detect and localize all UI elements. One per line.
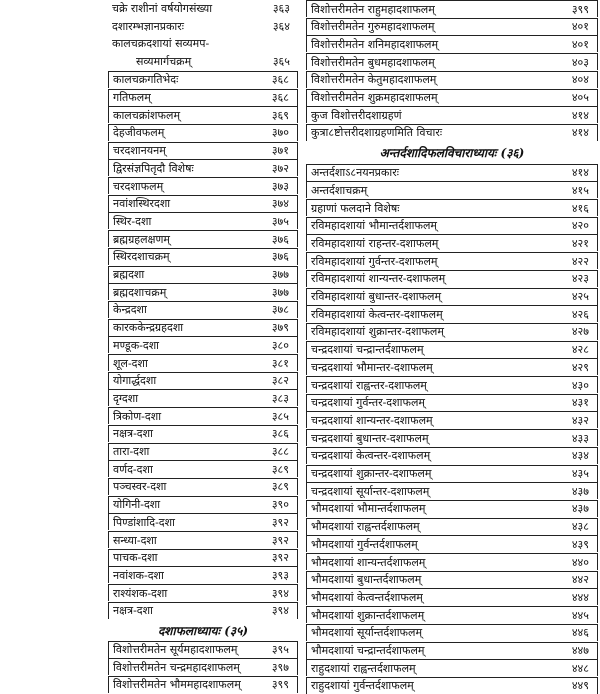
index-entry [108,478,298,495]
entry-title: चन्द्रदशायां भौमान्तर-दशाफलम् [311,360,433,374]
entry-title: भौमदशायां गुर्वन्तर्दशाफलम् [311,537,418,551]
entry-page-number: ३६५ [272,55,290,69]
index-entry [306,0,598,17]
entry-page-number: ३८१ [271,356,289,370]
entry-page-number: ३९० [271,498,289,512]
entry-title: भौमदशायां शान्यन्तर्दशाफलम् [311,555,426,569]
index-entry [108,641,298,658]
index-entry [108,460,298,477]
entry-title: दृग्दशा [113,391,139,405]
index-entry [306,305,598,322]
entry-title: चन्द्रदशायां शान्यन्तर-दशाफलम् [311,413,433,427]
entry-title: रविमहादशायां बुधान्तर-दशाफलम् [311,290,442,303]
entry-page-number: ४१४ [571,126,589,140]
index-entry [306,553,598,570]
entry-page-number: ४०५ [571,91,589,104]
entry-title: भौमदशायां केत्वन्तर्दशाफलम् [311,590,423,604]
entry-page-number: ४२२ [571,254,589,268]
entry-page-number: ३८९ [271,480,289,494]
entry-title: द्विरसंज्ञपितृदौ विशेषः [113,161,194,175]
entry-title: भौमदशायां राह्वन्तर्दशाफलम् [311,520,420,534]
entry-title: योगार्द्धदशा [113,374,157,388]
entry-page-number: ४०३ [571,55,589,69]
entry-page-number: ४३९ [571,537,589,551]
entry-page-number: ४३४ [571,449,589,463]
entry-page-number: ३८३ [271,391,289,405]
entry-title: ब्रह्मदशाचक्रम् [113,285,167,299]
index-entry [306,270,598,287]
entry-page-number: ४१४ [571,108,589,122]
entry-title: विशोत्तरीमतेन भौममहादशाफलम् [113,678,241,692]
entry-title: नक्षत्र-दशा [113,604,153,618]
entry-page-number: ३७१ [271,144,289,158]
entry-page-number: ३९४ [271,604,289,618]
entry-title: विशोत्तरीमतेन चन्द्रमहादशाफलम् [113,660,240,674]
entry-page-number: ३९४ [271,586,289,600]
entry-title: कुत्रा८ष्टोत्तरीदशाग्रहणमिति विचारः [311,126,443,140]
index-entry [306,535,598,552]
index-entry [108,18,298,35]
entry-title: विशोत्तरीमतेन गुरुमहादशाफलम् [311,20,435,34]
entry-title: अन्तर्दशाऽ८नयनप्रकारः [311,166,399,180]
entry-title: चन्द्रदशायां चन्द्रान्तर्दशाफलम् [311,343,424,357]
index-entry [306,518,598,535]
entry-title: त्रिकोण-दशा [113,409,162,423]
index-entry [108,336,298,353]
index-entry [306,217,598,234]
index-entry [108,658,298,675]
entry-page-number: ३७७ [271,285,289,299]
index-entry [306,234,598,251]
entry-title: चन्द्रदशायां राह्वन्तर-दशाफलम् [311,378,427,392]
index-entry [306,18,598,35]
entry-title: कालचक्रांशफलम् [113,108,181,122]
index-entry [108,549,298,566]
index-entry [306,500,598,517]
entry-page-number: ३९२ [271,515,289,529]
entry-page-number: ४२३ [571,272,589,286]
entry-page-number: ४०१ [571,37,589,51]
entry-page-number: ४३१ [571,396,589,410]
index-entry [108,230,298,247]
entry-title: कुज विशोत्तरीदशाग्रहणं [311,108,402,122]
index-entry [108,407,298,424]
entry-title: अन्तर्दशाचक्रम् [311,183,368,197]
entry-title: भौमदशायां सूर्यान्तर्दशाफलम् [311,626,423,640]
entry-title: भौमदशायां बुधान्तर्दशाफलम् [311,573,422,587]
index-entry [306,106,598,123]
entry-page-number: ३७६ [271,232,289,246]
entry-title: ब्रह्मग्रहलक्षणम् [113,232,171,246]
entry-title: शूल-दशा [113,356,148,370]
index-entry [306,71,598,88]
entry-title: विशोत्तरीमतेन बुधमहादशाफलम् [311,55,435,69]
index-entry [108,531,298,548]
entry-page-number: ४२१ [571,236,589,250]
entry-title: भौमदशायां चन्द्रान्तर्दशाफलम् [311,644,425,657]
index-entry [306,677,598,694]
entry-title: रविमहादशायां गुर्वन्तर-दशाफलम् [311,254,438,268]
entry-title: रविमहादशायां केत्वन्तर-दशाफलम् [311,307,443,321]
index-entry [306,164,598,181]
entry-title: दशारम्भज्ञानप्रकारः [112,19,184,33]
index-entry [306,35,598,52]
entry-page-number: ४४० [571,555,589,569]
index-entry [108,283,298,300]
entry-title: रविमहादशायां भौमान्तर्दशाफलम् [311,219,437,233]
index-entry [108,266,298,283]
index-entry [108,248,298,265]
entry-title: मण्डूक-दशा [113,338,160,352]
index-entry [108,425,298,442]
entry-page-number: ३९९ [271,678,289,692]
index-entry [306,89,598,106]
entry-title: विशोत्तरीमतेन शुक्रमहादशाफलम् [311,91,438,104]
index-entry [108,106,298,123]
index-entry [306,571,598,588]
entry-title: चन्द्रदशायां शुक्रान्तर-दशाफलम् [311,467,432,480]
entry-title: राहुदशायां गुर्वन्तर्दशाफलम् [311,679,414,693]
entry-page-number: ४३३ [571,431,589,445]
entry-page-number: ४३५ [571,467,589,480]
entry-page-number: ३७३ [271,179,289,193]
entry-title: कालचक्रदशायां सव्यमप- [112,37,210,51]
entry-title: नक्षत्र-दशा [113,427,153,441]
entry-page-number: ४०४ [571,73,589,87]
index-entry [306,323,598,340]
entry-title: चरदशाफलम् [113,179,164,193]
entry-title: भौमदशायां शुक्रान्तर्दशाफलम् [311,608,425,622]
entry-page-number: ३९३ [271,568,289,582]
entry-title: चन्द्रदशायां केत्वन्तर-दशाफलम् [311,449,431,463]
entry-title: ग्रहाणां फलदाने विशेषः [311,201,400,215]
entry-title: नवांशस्थिरदशा [113,197,171,211]
chapter-heading: अन्तर्दशादिफलविचाराध्यायः (३६) [379,145,525,160]
entry-page-number: ४२६ [571,307,589,321]
entry-page-number: ४३७ [571,502,589,516]
entry-page-number: ३९७ [271,660,289,674]
entry-page-number: ३८० [271,338,289,352]
index-entry [108,71,298,88]
entry-page-number: ३८६ [271,427,289,441]
index-entry [108,124,298,141]
index-entry [306,124,598,141]
entry-page-number: ४४८ [571,661,589,675]
index-entry [108,676,298,693]
entry-title: भौमदशायां भौमान्तर्दशाफलम् [311,502,426,516]
index-entry [108,0,298,17]
entry-title: ब्रह्मदशा [113,268,145,281]
entry-page-number: ३७७ [271,268,289,281]
index-entry [306,394,598,411]
index-entry [306,659,598,676]
index-entry [108,212,298,229]
entry-title: पिण्डांशादि-दशा [113,515,175,529]
entry-page-number: ३७९ [271,321,289,335]
entry-title: चन्द्रदशायां गुर्वन्तर-दशाफलम् [311,396,425,410]
entry-page-number: ४१५ [571,183,589,197]
index-entry [306,376,598,393]
entry-page-number: ४२० [571,219,589,233]
entry-title: केन्द्रदशा [113,303,147,317]
index-entry [108,496,298,513]
index-entry [306,358,598,375]
index-entry [108,389,298,406]
entry-title: वर्णद-दशा [113,462,153,476]
entry-page-number: ४२७ [571,325,589,339]
index-entry [108,443,298,460]
entry-page-number: ३८५ [271,409,289,423]
entry-title: चन्द्रदशायां बुधान्तर-दशाफलम् [311,431,429,445]
entry-page-number: ४२५ [571,290,589,303]
entry-page-number: ४४७ [571,644,589,657]
index-entry [306,288,598,305]
entry-page-number: ३९२ [271,551,289,565]
entry-title: पञ्चस्वर-दशा [113,480,167,494]
index-entry [108,602,298,619]
entry-page-number: ३७४ [271,197,289,211]
entry-page-number: ३९९ [571,2,589,16]
entry-title: सव्यमार्गचक्रम् [136,55,192,69]
index-entry [306,606,598,623]
index-entry [108,35,298,52]
entry-page-number: ४१६ [571,201,589,215]
index-entry [306,642,598,659]
entry-page-number: ४४५ [571,608,589,622]
entry-page-number: ३६४ [272,19,290,33]
entry-page-number: ४४६ [571,626,589,640]
entry-title: राश्यंशक-दशा [113,586,168,600]
index-entry [306,482,598,499]
entry-title: कारककेन्द्रग्रहदशा [113,321,184,335]
index-entry [306,588,598,605]
entry-title: रविमहादशायां राहन्तर-दशाफलम् [311,236,439,250]
index-entry [108,354,298,371]
index-entry [108,89,298,106]
index-entry [108,372,298,389]
entry-page-number: ३८२ [271,374,289,388]
index-entry [306,252,598,269]
entry-title: योगिनी-दशा [113,498,161,512]
entry-title: चन्द्रदशायां सूर्यान्तर-दशाफलम् [311,484,430,498]
entry-title: कालचक्रगतिभेदः [113,73,179,87]
entry-page-number: ४१४ [571,166,589,180]
entry-page-number: ३७२ [271,161,289,175]
entry-title: चक्रे राशीनां वर्षयोगसंख्या [112,2,213,15]
index-entry [306,181,598,198]
entry-page-number: ४३७ [571,484,589,498]
index-entry [306,447,598,464]
entry-title: विशोत्तरीमतेन शनिमहादशाफलम् [311,37,439,51]
entry-page-number: ४४४ [571,590,589,604]
entry-page-number: ३६३ [272,2,290,15]
entry-title: पाचक-दशा [113,551,158,565]
entry-page-number: ३९५ [271,643,289,656]
index-entry [108,195,298,212]
entry-title: विशोत्तरीमतेन केतुमहादशाफलम् [311,73,437,87]
entry-page-number: ३८८ [271,445,289,458]
entry-page-number: ४३२ [571,413,589,427]
index-entry [108,513,298,530]
index-entry [306,341,598,358]
index-entry [306,199,598,216]
index-entry [306,53,598,70]
index-entry [108,319,298,336]
index-entry [108,53,298,70]
entry-page-number: ४३८ [571,520,589,534]
entry-page-number: ३७० [271,126,289,140]
entry-page-number: ३९२ [271,533,289,547]
entry-page-number: ४२९ [571,360,589,374]
entry-page-number: ४४९ [571,679,589,693]
entry-title: गतिफलम् [113,91,151,104]
entry-page-number: ३६९ [271,108,289,122]
entry-page-number: ३६८ [271,73,289,87]
index-entry [306,411,598,428]
entry-title: विशोत्तरीमतेन सूर्यमहादशाफलम् [113,643,238,656]
entry-title: देहजीवफलम् [113,126,165,140]
index-entry [306,465,598,482]
index-entry [306,429,598,446]
entry-title: सन्ध्या-दशा [113,533,157,547]
index-entry [108,159,298,176]
entry-title: तारा-दशा [113,445,150,458]
index-entry [108,177,298,194]
entry-title: स्थिर-दशा [113,214,152,228]
chapter-heading: दशाफलाध्यायः (३५) [157,623,249,638]
entry-page-number: ४२८ [571,343,589,357]
entry-page-number: ३७६ [271,250,289,264]
entry-page-number: ३६८ [271,91,289,104]
entry-page-number: ४४२ [571,573,589,587]
entry-page-number: ३७८ [271,303,289,317]
entry-title: स्थिरदशाचक्रम् [113,250,170,264]
index-entry [306,624,598,641]
index-entry [108,584,298,601]
entry-title: चरदशानयनम् [113,144,166,158]
entry-page-number: ३८९ [271,462,289,476]
entry-page-number: ३७५ [271,214,289,228]
entry-title: रविमहादशायां शुक्रान्तर-दशाफलम् [311,325,444,339]
entry-title: विशोत्तरीमतेन राहुमहादशाफलम् [311,2,435,16]
entry-title: रविमहादशायां शान्यन्तर-दशाफलम् [311,272,446,286]
index-entry [108,142,298,159]
entry-title: राहुदशायां राह्वन्तर्दशाफलम् [311,661,416,675]
index-entry [108,566,298,583]
index-entry [108,301,298,318]
entry-page-number: ४०१ [571,20,589,34]
entry-page-number: ४३० [571,378,589,392]
entry-title: नवांशक-दशा [113,568,164,582]
